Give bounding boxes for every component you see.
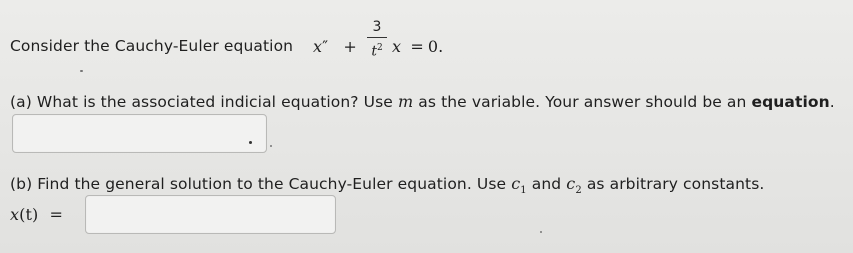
paper-speck <box>270 145 272 147</box>
part-a-question <box>10 92 835 111</box>
part-a-bold-word: equation <box>751 93 830 111</box>
part-b-text-2: as arbitrary constants. <box>586 175 765 193</box>
fraction-bar <box>367 37 387 38</box>
intro-text: Consider the Cauchy-Euler equation <box>10 37 294 55</box>
plus-sign: + <box>343 37 357 56</box>
fraction-denominator: $t^2$ <box>371 43 383 60</box>
lhs-variable: x <box>313 37 323 56</box>
part-a-middle: as the variable. Your answer should be an <box>418 93 747 111</box>
rhs-variable: x <box>392 37 402 56</box>
equals-sign: = <box>410 37 424 56</box>
general-solution-input[interactable] <box>85 195 336 234</box>
part-a-variable: m <box>397 92 414 111</box>
double-prime: ″ <box>322 37 329 56</box>
part-a-end: . <box>829 93 835 111</box>
paper-speck <box>540 231 542 233</box>
cursor-dot <box>249 141 252 144</box>
part-a-prefix: (a) What is the associated indicial equation? Use <box>10 93 393 111</box>
solution-argument: (t) <box>19 205 39 224</box>
coefficient-fraction <box>366 19 388 60</box>
part-b-text-1: (b) Find the general solution to the Cauchy-Euler equation. Use <box>10 175 507 193</box>
general-solution-label <box>10 205 63 224</box>
fraction-numerator: 3 <box>372 19 382 35</box>
part-b-question <box>10 174 764 196</box>
solution-equals: = <box>49 205 64 224</box>
paper-speck <box>80 70 83 72</box>
rhs-zero: 0 <box>427 37 439 56</box>
constant-c2: $c_2$ <box>566 174 582 197</box>
problem-statement <box>10 37 293 55</box>
equation-rhs <box>392 37 443 56</box>
part-b-and: and <box>531 175 562 193</box>
equation-period: . <box>438 37 444 56</box>
equation-lhs <box>313 37 357 56</box>
indicial-equation-input[interactable] <box>12 114 267 153</box>
constant-c1: $c_1$ <box>511 174 527 197</box>
solution-variable: x <box>10 205 20 224</box>
